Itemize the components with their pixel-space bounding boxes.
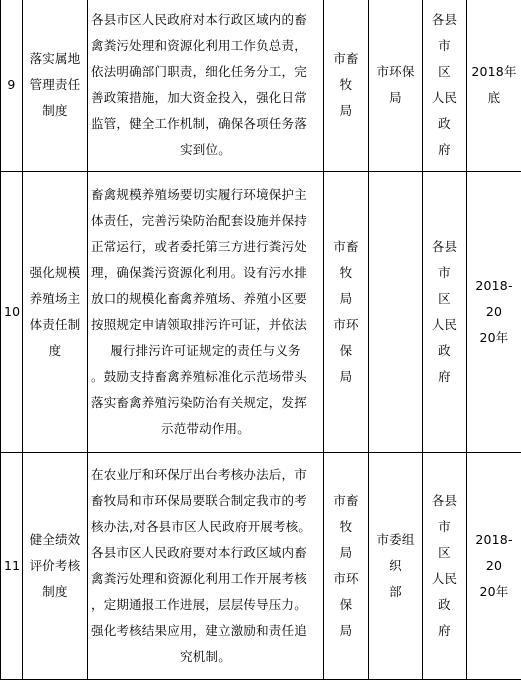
- task-name: [23, 0, 88, 172]
- task-description-line: 示范带动作用。: [161, 421, 250, 436]
- completion-time-line: 底: [487, 90, 501, 105]
- cooperating-department: [369, 0, 423, 172]
- cooperating-department: [369, 453, 423, 680]
- task-description-line: ，定期通报工作进展，层层传导压力。: [91, 597, 307, 612]
- task-description-line: 实到位。: [180, 142, 231, 157]
- responsible-government-line: 府: [438, 369, 451, 384]
- task-name-line: 体责任制: [29, 317, 81, 332]
- lead-department-line: 局: [339, 623, 353, 638]
- task-table-body: [1, 0, 521, 680]
- table-row: [1, 453, 521, 680]
- task-description-line: 在农业厅和环保厅出台考核办法后，市: [91, 467, 307, 482]
- table-row: [1, 0, 521, 172]
- responsible-government-line: 人民政: [431, 317, 458, 358]
- task-name-line: 落实属地: [29, 51, 81, 66]
- responsible-government-line: 各县市: [431, 493, 458, 534]
- responsible-government-line: 区: [438, 64, 451, 79]
- task-description-line: 各县市区人民政府要对本行政区域内畜: [91, 545, 307, 560]
- completion-time-line: 20年: [479, 330, 509, 345]
- completion-time-line: 20年: [479, 584, 509, 599]
- task-description-line: 畜牧局和市环保局要联合制定我市的考: [91, 493, 307, 508]
- task-description-line: 核办法,对各县市区人民政府开展考核。: [91, 519, 312, 534]
- responsible-government: [423, 172, 467, 453]
- task-description: [88, 172, 324, 453]
- lead-department-line: 局: [339, 103, 353, 118]
- task-name-line: 强化规模: [29, 265, 81, 280]
- task-name-line: 管理责任: [29, 77, 81, 92]
- completion-time: [467, 453, 521, 680]
- task-description-line: 按照规定申请领取排污许可证，并依法: [91, 317, 307, 332]
- cooperating-department-line: 市环保局: [376, 64, 415, 105]
- responsible-government-line: 府: [438, 623, 451, 638]
- row-number: 11: [1, 453, 23, 680]
- table-row: [1, 172, 521, 453]
- responsible-government: [423, 453, 467, 680]
- task-name: [23, 172, 88, 453]
- completion-time: [467, 172, 521, 453]
- responsible-government-line: 人民政: [431, 571, 458, 612]
- row-number: 10: [1, 172, 23, 453]
- cooperating-department: [369, 172, 423, 453]
- lead-department-line: 市畜牧: [333, 239, 359, 280]
- task-description-line: 履行排污许可证规定的责任与义务: [110, 343, 301, 358]
- responsible-government-line: 人民政: [431, 90, 458, 131]
- task-description-line: 各县市区人民政府对本行政区域内的畜: [91, 12, 307, 27]
- lead-department-line: 市环保: [333, 571, 359, 612]
- task-name-line: 度: [48, 343, 62, 358]
- task-name: [23, 453, 88, 680]
- task-description-line: 禽粪污处理和资源化利用工作开展考核: [91, 571, 307, 586]
- completion-time-line: 2018年: [471, 64, 517, 79]
- task-description-line: 监管，健全工作机制，确保各项任务落: [91, 116, 307, 131]
- task-description-line: 体责任，完善污染防治配套设施并保持: [91, 213, 307, 228]
- row-number: 9: [1, 0, 23, 172]
- lead-department-line: 局: [339, 545, 353, 560]
- lead-department: [324, 0, 369, 172]
- task-description-line: 强化考核结果应用，建立激励和责任追: [91, 623, 307, 638]
- task-name-line: 评价考核: [29, 558, 81, 573]
- cooperating-department-line: 部: [389, 584, 402, 599]
- task-description: [88, 0, 324, 172]
- completion-time-line: 2018-20: [475, 278, 513, 319]
- task-name-line: 养殖场主: [29, 291, 81, 306]
- task-description-line: 依法明确部门职责，细化任务分工，完: [91, 64, 307, 79]
- responsible-government-line: 区: [438, 291, 451, 306]
- task-description-line: 理，确保粪污资源化利用。设有污水排: [91, 265, 307, 280]
- task-name-line: 制度: [42, 584, 68, 599]
- task-description-line: 放口的规模化畜禽养殖场、养殖小区要: [91, 291, 307, 306]
- lead-department: [324, 172, 369, 453]
- task-description-line: 落实畜禽养殖污染防治有关规定，发挥: [91, 395, 307, 410]
- task-description-line: 畜禽规模养殖场要切实履行环境保护主: [91, 187, 307, 202]
- lead-department-line: 局: [339, 369, 353, 384]
- cooperating-department-line: 市委组织: [376, 532, 415, 573]
- lead-department-line: 局: [339, 291, 353, 306]
- lead-department-line: 市畜牧: [333, 51, 359, 92]
- lead-department-line: 市环保: [333, 317, 359, 358]
- task-description: [88, 453, 324, 680]
- responsible-government-line: 府: [438, 142, 451, 157]
- task-description-line: 禽粪污处理和资源化利用工作负总责，: [91, 38, 307, 53]
- completion-time-line: 2018-20: [475, 532, 513, 573]
- task-description-line: 善政策措施，加大资金投入，强化日常: [91, 90, 307, 105]
- responsible-government-line: 各县市: [431, 12, 458, 53]
- task-description-line: 正常运行，或者委托第三方进行粪污处: [91, 239, 307, 254]
- task-name-line: 制度: [42, 103, 68, 118]
- completion-time: [467, 0, 521, 172]
- task-name-line: 健全绩效: [29, 532, 81, 547]
- responsible-government-line: 各县市: [431, 239, 458, 280]
- task-description-line: 。鼓励支持畜禽养殖标准化示范场带头: [91, 369, 307, 384]
- responsible-government: [423, 0, 467, 172]
- lead-department-line: 市畜牧: [333, 493, 359, 534]
- lead-department: [324, 453, 369, 680]
- task-description-line: 究机制。: [180, 649, 231, 664]
- responsible-government-line: 区: [438, 545, 451, 560]
